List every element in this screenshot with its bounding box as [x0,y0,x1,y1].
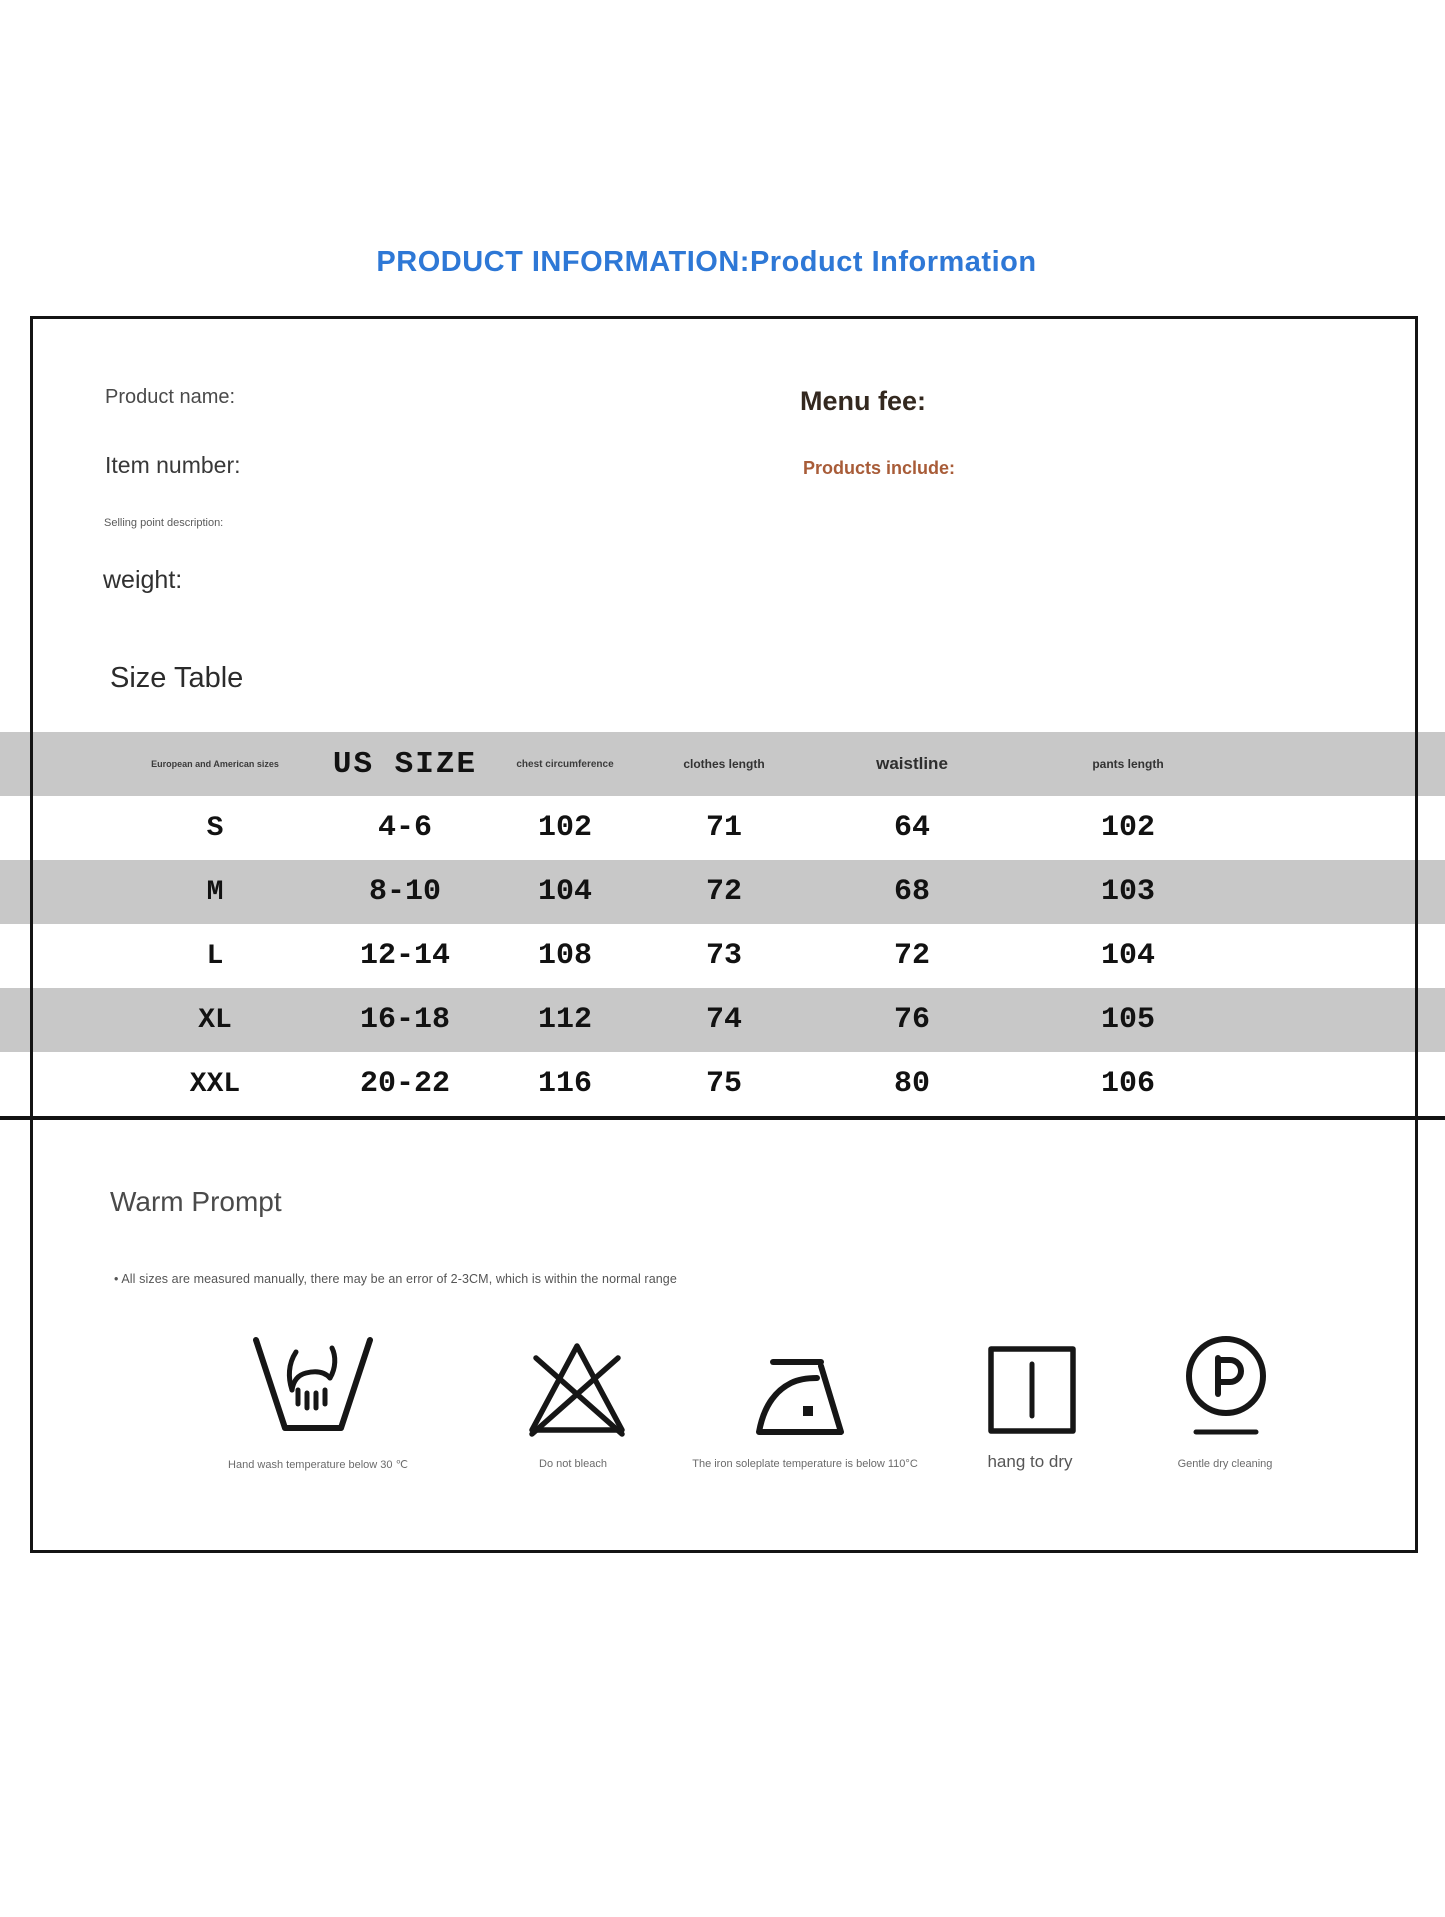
size-cell: S [206,812,224,844]
table-row-s [0,796,1445,860]
pants-length-cell: 106 [1100,1067,1155,1101]
hand-wash-icon [248,1328,378,1438]
chest-cell: 104 [537,875,592,909]
products-include-label: Products include: [803,458,956,478]
table-bottom-rule [0,1116,1445,1120]
waistline-cell: 68 [893,875,930,909]
care-caption-do-not-bleach: Do not bleach [539,1458,607,1470]
care-caption-iron: The iron soleplate temperature is below 110°C [692,1458,918,1470]
column-header-pants-length: pants length [1092,757,1164,771]
box-border-left [30,316,33,1553]
menu-fee-label: Menu fee: [800,386,927,416]
size-cell: XL [198,1004,232,1036]
waistline-cell: 80 [893,1067,930,1101]
waistline-cell: 72 [893,939,930,973]
warm-prompt-note: • All sizes are measured manually, there may be an error of 2-3CM, which is within the normal range [114,1272,677,1286]
us-size-cell: 16-18 [359,1003,450,1037]
column-header-clothes-length: clothes length [683,757,765,771]
clothes-length-cell: 75 [705,1067,742,1101]
clothes-length-cell: 73 [705,939,742,973]
weight-label: weight: [103,566,183,594]
chest-cell: 112 [537,1003,592,1037]
item-number-label: Item number: [105,452,241,478]
box-border-top [30,316,1418,319]
chest-cell: 102 [537,811,592,845]
chest-cell: 108 [537,939,592,973]
us-size-cell: 8-10 [368,875,441,909]
page-title: PRODUCT INFORMATION:Product Information [376,246,1037,278]
care-caption-hang-to-dry: hang to dry [987,1452,1073,1471]
size-cell: L [206,940,224,972]
care-caption-dry-clean: Gentle dry cleaning [1177,1458,1273,1470]
iron-low-temp-icon [753,1352,853,1442]
clothes-length-cell: 74 [705,1003,742,1037]
warm-prompt-heading: Warm Prompt [110,1186,282,1217]
us-size-cell: 12-14 [359,939,450,973]
table-row-xxl [0,1052,1445,1116]
dry-clean-gentle-icon [1180,1332,1272,1438]
size-cell: XXL [189,1068,241,1100]
hang-to-dry-icon [986,1344,1078,1436]
us-size-cell: 20-22 [359,1067,450,1101]
table-row-m [0,860,1445,924]
size-table-header-row [0,732,1445,796]
do-not-bleach-icon [522,1338,632,1438]
care-caption-hand-wash: Hand wash temperature below 30 ℃ [228,1459,408,1471]
table-row-xl [0,988,1445,1052]
us-size-cell: 4-6 [377,811,432,845]
waistline-cell: 76 [893,1003,930,1037]
column-header-chest: chest circumference [516,758,614,770]
pants-length-cell: 105 [1100,1003,1155,1037]
product-name-label: Product name: [105,386,236,408]
size-cell: M [206,876,224,908]
clothes-length-cell: 72 [705,875,742,909]
table-row-l [0,924,1445,988]
waistline-cell: 64 [893,811,930,845]
column-header-waistline: waistline [876,754,948,773]
column-header-us-size: US SIZE [332,746,478,782]
column-header-eu-us-sizes: European and American sizes [151,759,279,769]
box-border-bottom [30,1550,1418,1553]
size-table-heading: Size Table [110,662,244,694]
pants-length-cell: 104 [1100,939,1155,973]
chest-cell: 116 [537,1067,592,1101]
box-border-right [1415,316,1418,1553]
selling-point-label: Selling point description: [104,517,224,529]
pants-length-cell: 102 [1100,811,1155,845]
pants-length-cell: 103 [1100,875,1155,909]
clothes-length-cell: 71 [705,811,742,845]
